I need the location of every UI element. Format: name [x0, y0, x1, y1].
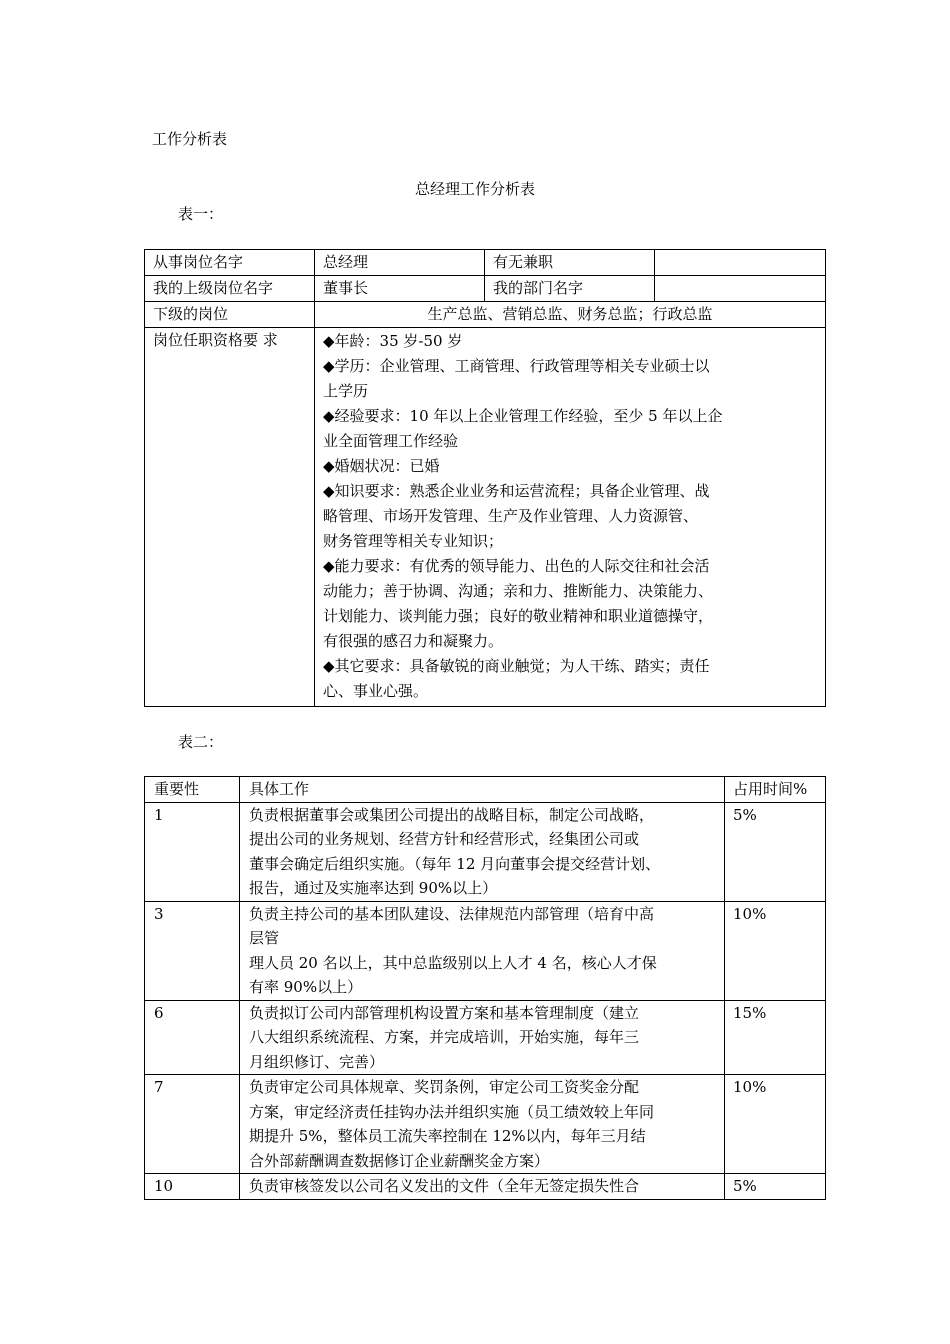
qualification-line: 略管理、市场开发管理、生产及作业管理、人力资源管、	[323, 507, 699, 525]
time-percentage: 5%	[725, 802, 826, 901]
duty-line: 合外部薪酬调查数据修订企业薪酬奖金方案）	[249, 1151, 550, 1170]
qualification-line: ◆经验要求：10 年以上企业管理工作经验，至少 5 年以上企	[323, 407, 723, 425]
importance-cell: 3	[145, 901, 240, 1000]
importance-cell: 7	[145, 1075, 240, 1174]
importance-cell: 1	[145, 802, 240, 901]
time-percentage: 10%	[725, 1075, 826, 1174]
table-row	[145, 328, 826, 707]
duty-line: 提出公司的业务规划、经营方针和经营形式，经集团公司或	[249, 830, 640, 848]
qualification-line: ◆知识要求：熟悉企业业务和运营流程；具备企业管理、战	[323, 482, 710, 500]
qualification-line: ◆其它要求：具备敏锐的商业触觉；为人干练、踏实；责任	[323, 657, 710, 675]
duty-line: 负责审定公司具体规章、奖罚条例，审定公司工资奖金分配	[249, 1078, 640, 1096]
document-title: 总经理工作分析表	[414, 180, 535, 198]
page-heading: 工作分析表	[152, 130, 228, 148]
duty-description	[240, 1075, 725, 1174]
qualification-line: 心、事业心强。	[323, 682, 429, 700]
table-row	[145, 302, 826, 328]
qualification-line: 业全面管理工作经验	[323, 432, 459, 450]
qualification-line: ◆年龄：35 岁-50 岁	[323, 332, 463, 350]
column-header-importance: 重要性	[145, 777, 240, 803]
duty-line: 月组织修订、完善）	[249, 1052, 385, 1071]
duty-line: 报告，通过及实施率达到 90%以上）	[249, 879, 498, 897]
qualification-line: 计划能力、谈判能力强；良好的敬业精神和职业道德操守，	[323, 607, 714, 625]
time-percentage: 5%	[725, 1174, 826, 1200]
table-row	[145, 1075, 826, 1174]
column-header-work: 具体工作	[240, 777, 725, 803]
field-label: 从事岗位名字	[145, 250, 315, 276]
qualification-line: 财务管理等相关专业知识；	[323, 532, 504, 550]
table2-label: 表二：	[178, 733, 224, 751]
table-header-row	[145, 777, 826, 803]
duty-line: 有率 90%以上）	[249, 978, 363, 996]
table-row	[145, 1174, 826, 1200]
duty-description	[240, 901, 725, 1000]
field-label: 我的上级岗位名字	[145, 276, 315, 302]
time-percentage: 15%	[725, 1000, 826, 1075]
time-percentage: 10%	[725, 901, 826, 1000]
duty-line: 负责审核签发以公司名义发出的文件（全年无签定损失性合	[249, 1177, 640, 1195]
table-row	[145, 276, 826, 302]
field-label: 有无兼职	[485, 250, 655, 276]
duty-line: 负责根据董事会或集团公司提出的战略目标，制定公司战略，	[249, 805, 655, 824]
importance-cell: 10	[145, 1174, 240, 1200]
duty-line: 负责拟订公司内部管理机构设置方案和基本管理制度（建立	[249, 1003, 640, 1022]
field-value	[655, 250, 826, 276]
table-row	[145, 250, 826, 276]
qualification-line: 动能力；善于协调、沟通；亲和力、推断能力、决策能力、	[323, 582, 714, 600]
field-label: 下级的岗位	[145, 302, 315, 328]
field-value: 总经理	[315, 250, 485, 276]
field-value	[655, 276, 826, 302]
duty-line: 董事会确定后组织实施。（每年 12 月向董事会提交经营计划、	[249, 854, 661, 873]
table1-label: 表一：	[178, 205, 224, 223]
table-row	[145, 802, 826, 901]
duty-line: 理人员 20 名以上，其中总监级别以上人才 4 名，核心人才保	[249, 953, 657, 972]
duty-line: 八大组织系统流程、方案，并完成培训，开始实施，每年三	[249, 1028, 640, 1046]
qualification-line: ◆婚姻状况：已婚	[323, 457, 440, 475]
duty-line: 方案，审定经济责任挂钩办法并组织实施（员工绩效较上年同	[249, 1102, 655, 1121]
duty-description	[240, 1000, 725, 1075]
duty-line: 负责主持公司的基本团队建设、法律规范内部管理（培育中高	[249, 904, 655, 923]
field-label: 我的部门名字	[485, 276, 655, 302]
table-row	[145, 1000, 826, 1075]
table-row	[145, 901, 826, 1000]
importance-cell: 6	[145, 1000, 240, 1075]
qualification-line: 有很强的感召力和凝聚力。	[323, 632, 504, 650]
position-info-table	[144, 249, 826, 707]
field-label: 岗位任职资格要 求	[145, 328, 315, 707]
field-value: 董事长	[315, 276, 485, 302]
duty-description	[240, 1174, 725, 1200]
qualification-line: ◆学历：企业管理、工商管理、行政管理等相关专业硕士以	[323, 357, 710, 375]
duties-table	[144, 776, 826, 1200]
qualification-requirements	[315, 328, 826, 707]
qualification-line: 上学历	[323, 382, 369, 400]
qualification-line: ◆能力要求：有优秀的领导能力、出色的人际交往和社会活	[323, 557, 710, 575]
duty-line: 层管	[249, 929, 280, 947]
column-header-time: 占用时间%	[725, 777, 826, 803]
subordinate-positions: 生产总监、营销总监、财务总监；行政总监	[315, 302, 826, 328]
duty-description	[240, 802, 725, 901]
duty-line: 期提升 5%，整体员工流失率控制在 12%以内，每年三月结	[249, 1127, 646, 1145]
